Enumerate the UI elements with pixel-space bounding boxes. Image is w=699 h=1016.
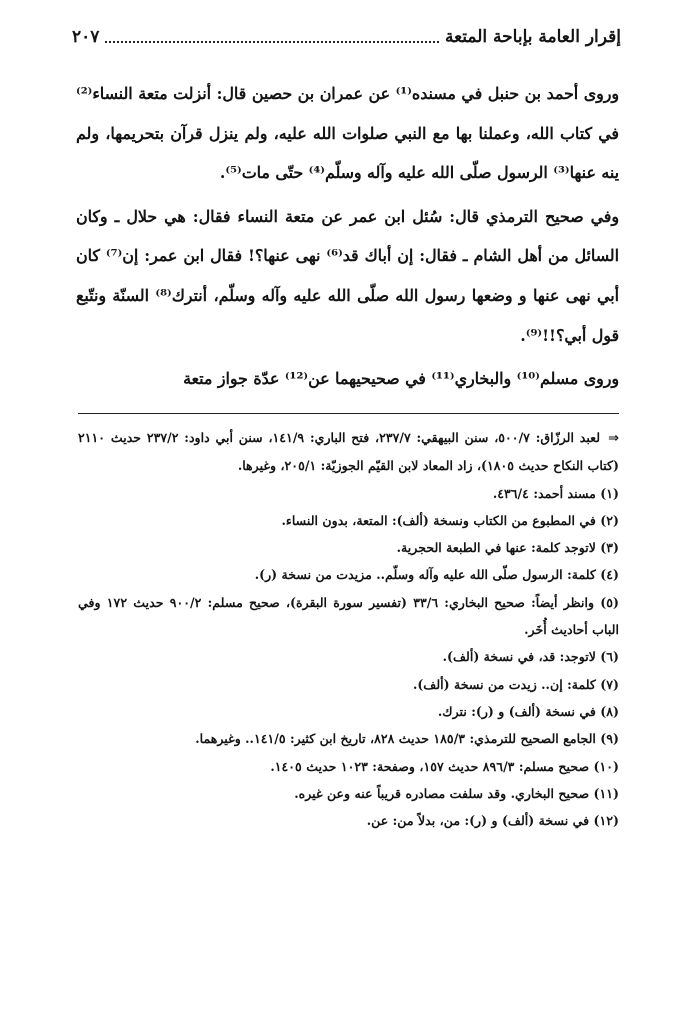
footnote-continued-text: لعبد الرزّاق: ٥٠٠/٧، سنن البيهقي: ٢٣٧/٧، فتح الباري: ١٤١/٩، سنن أبي داود: ٢٣٧/٢ حديث ٢١١٠ (كتاب النكاح حديث ١٨٠٥)، زاد المعاد لابن القيّم الجوزيّة: ٢٠٥/١، وغيرها. [78, 430, 619, 474]
header-dot-leader [105, 41, 439, 43]
running-header [72, 22, 621, 52]
footnote-5: (٥) وانظر أيضاً: صحيح البخاري: ٣٣/٦ (تفسير سورة البقرة)، صحيح مسلم: ٩٠٠/٢ حديث ١٧٢ وفي الباب أحاديث أُخَر. [78, 594, 619, 638]
footnote-11: (١١) صحيح البخاري. وقد سلفت مصادره قريباً عنه وعن غيره. [294, 785, 619, 801]
main-text [76, 74, 619, 399]
footnote-12: (١٢) في نسخة (ألف) و (ر): من، بدلاً من: عن. [366, 813, 619, 829]
paragraph-3: وروى مسلم⁽¹⁰⁾ والبخاري⁽¹¹⁾ في صحيحيهما عن⁽¹²⁾ عدّة جواز متعة [183, 369, 619, 389]
footnote-9: (٩) الجامع الصحيح للترمذي: ١٨٥/٣ حديث ٨٢٨، تاريخ ابن كثير: ١٤١/٥.. وغيرهما. [195, 731, 619, 747]
footnote-2: (٢) في المطبوع من الكتاب ونسخة (ألف): المتعة، بدون النساء. [281, 512, 619, 528]
arrow-icon: ⇒ [608, 431, 619, 446]
paragraph-1: وروى أحمد بن حنبل في مسنده⁽¹⁾ عن عمران بن حصين قال: أنزلت متعة النساء⁽²⁾ في كتاب الله، وعملنا بها مع النبي صلوات الله عليه، ولم ينزل قرآن بتحريمها، ولم ينه عنها⁽³⁾ الرسول صلّى الله عليه وآله وسلّم⁽⁴⁾ حتّى مات⁽⁵⁾. [76, 84, 619, 183]
footnotes [78, 424, 619, 834]
footnote-separator [78, 413, 619, 414]
page-number: ٢٠٧ [72, 27, 100, 47]
footnote-7: (٧) كلمة: إن.. زيدت من نسخة (ألف). [412, 676, 619, 692]
footnote-1: (١) مسند أحمد: ٤٣٦/٤. [492, 485, 619, 501]
footnote-continued [78, 424, 619, 480]
footnote-4: (٤) كلمة: الرسول صلّى الله عليه وآله وسلّم.. مزيدت من نسخة (ر). [254, 567, 619, 583]
footnote-3: (٣) لاتوجد كلمة: عنها في الطبعة الحجرية. [396, 540, 619, 556]
footnote-10: (١٠) صحيح مسلم: ٨٩٦/٣ حديث ١٥٧، وصفحة: ١٠٢٣ حديث ١٤٠٥. [270, 758, 619, 774]
header-title: إقرار العامة بإباحة المتعة [444, 27, 621, 47]
footnote-8: (٨) في نسخة (ألف) و (ر): نترك. [437, 703, 619, 719]
paragraph-2: وفي صحيح الترمذي قال: سُئل ابن عمر عن متعة النساء فقال: هي حلال ـ وكان السائل من أهل الشام ـ فقال: إن أباك قد⁽⁶⁾ نهى عنها؟! فقال ابن عمر: إن⁽⁷⁾ كان أبي نهى عنها و وضعها رسول الله صلّى الله عليه وآله وسلّم، أنترك⁽⁸⁾ السنّة ونتّبع قول أبي؟!!⁽⁹⁾. [76, 206, 619, 345]
footnote-6: (٦) لاتوجد: قد، في نسخة (ألف). [442, 649, 619, 665]
